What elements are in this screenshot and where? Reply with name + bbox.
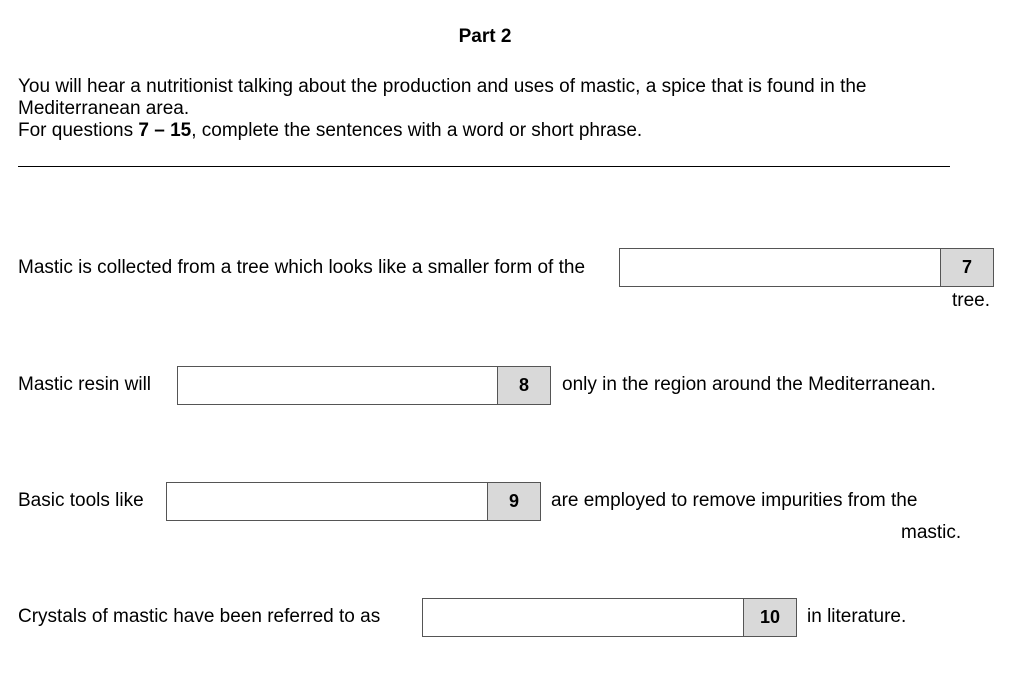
question-10-text-after: in literature. <box>807 606 907 627</box>
question-range: 7 – 15 <box>138 120 192 141</box>
instructions <box>18 76 978 142</box>
divider <box>18 166 950 167</box>
intro-line-3 <box>18 120 978 142</box>
question-7-text-before: Mastic is collected from a tree which looks like a smaller form of the <box>18 257 586 278</box>
question-9-text-after: are employed to remove impurities from the <box>551 490 918 511</box>
question-7-answer-box <box>619 248 994 287</box>
question-10-number: 10 <box>743 599 796 636</box>
intro-line-3-suffix: , complete the sentences with a word or short phrase. <box>191 120 643 141</box>
question-10-answer-box <box>422 598 797 637</box>
question-8-answer-input[interactable] <box>178 367 497 404</box>
question-8-answer-box <box>177 366 551 405</box>
question-9-number: 9 <box>487 483 540 520</box>
question-7-answer-input[interactable] <box>620 249 940 286</box>
part-title: Part 2 <box>458 26 512 47</box>
question-8-text-after: only in the region around the Mediterranean. <box>562 374 936 395</box>
question-10-text-before: Crystals of mastic have been referred to as <box>18 606 381 627</box>
question-7-text-after: tree. <box>952 290 991 311</box>
question-9-answer-box <box>166 482 541 521</box>
question-8-number: 8 <box>497 367 550 404</box>
question-9-text-after-line-2: mastic. <box>901 522 962 543</box>
question-10-answer-input[interactable] <box>423 599 743 636</box>
question-9-text-before: Basic tools like <box>18 490 144 511</box>
intro-line-2: Mediterranean area. <box>18 98 190 119</box>
question-9-answer-input[interactable] <box>167 483 487 520</box>
question-8-text-before: Mastic resin will <box>18 374 152 395</box>
question-7-number: 7 <box>940 249 993 286</box>
intro-line-3-prefix: For questions <box>18 120 139 141</box>
intro-line-1: You will hear a nutritionist talking about the production and uses of mastic, a spice that is found in the <box>18 76 867 97</box>
